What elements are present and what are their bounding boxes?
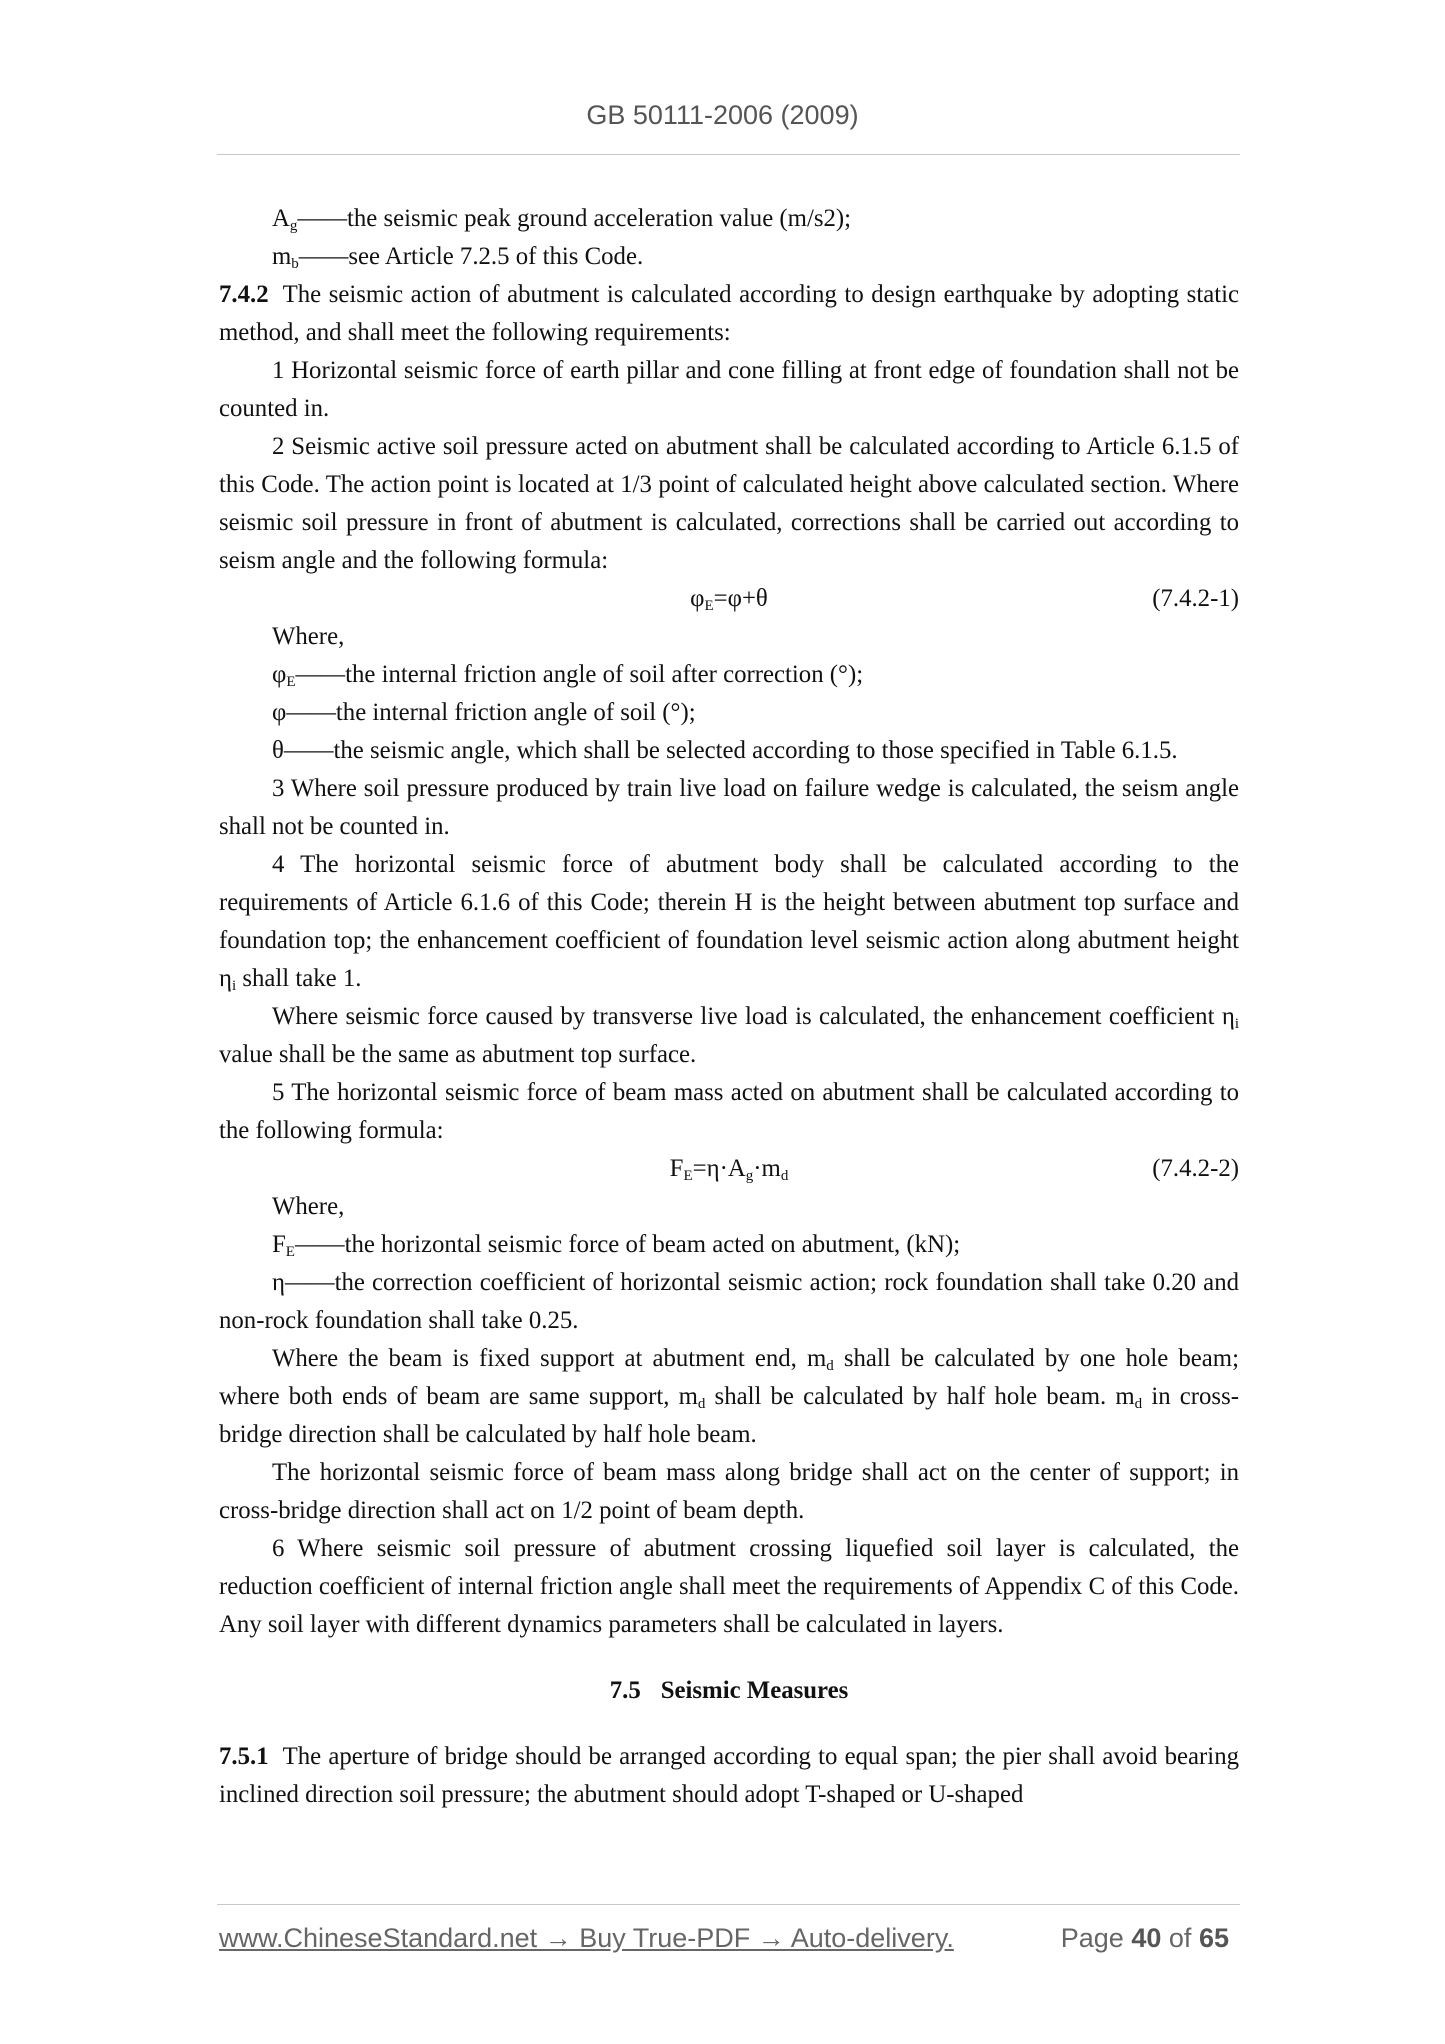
- page-body: [219, 200, 1239, 1814]
- header-divider: [217, 154, 1240, 155]
- paragraph-transverse-load: Where seismic force caused by transverse live load is calculated, the enhancement coefficient $\eta_i$ value shall be the same as abutment top surface.: [219, 1003, 1239, 1068]
- clause-7-4-2: 7.4.2 The seismic action of abutment is calculated according to design earthquake by adopting static method, and shall meet the following requirements:: [219, 281, 1239, 346]
- symbol-definition: $A_g——the$ seismic peak ground acceleration value (m/s2);: [272, 205, 852, 234]
- current-page-number: 40: [1131, 1923, 1162, 1953]
- symbol-definition: θ——the seismic angle, which shall be selected according to those specified in Table 6.1.5.: [272, 737, 1178, 764]
- equation-number: (7.4.2-2): [1152, 1155, 1239, 1182]
- symbol-definition: η——the correction coefficient of horizontal seismic action; rock foundation shall take 0.20 and non-rock foundation shall take 0.25.: [219, 1269, 1239, 1334]
- symbol-definition: φ——the internal friction angle of soil (°);: [272, 699, 696, 726]
- paragraph-beam-support: Where the beam is fixed support at abutment end, $m_d$ shall be calculated by one hole beam; where both ends of beam are same support, $m_d$ shall be calculated by half hole beam. $m_d$ in cross-bridge direction shall be calculated by half hole beam.: [219, 1345, 1239, 1448]
- equation-7-4-2-2: [219, 1150, 1239, 1188]
- clause-7-5-1: 7.5.1 The aperture of bridge should be arranged according to equal span; the pier shall avoid bearing inclined direction soil pressure; the abutment should adopt T-shaped or U-shaped: [219, 1743, 1239, 1808]
- paragraph-support-center: The horizontal seismic force of beam mass along bridge shall act on the center of support; in cross-bridge direction shall act on 1/2 point of beam depth.: [219, 1459, 1239, 1524]
- footer-divider: [217, 1904, 1240, 1905]
- symbol-definition: $F_E——the$ horizontal seismic force of beam acted on abutment, (kN);: [272, 1231, 961, 1260]
- equation-formula: $F_E=\eta\cdot A_g\cdot m_d$: [669, 1155, 789, 1184]
- page-header: GB 50111-2006 (2009): [586, 100, 859, 130]
- symbol-definition: $m_b——see$ Article 7.2.5 of this Code.: [272, 243, 644, 272]
- list-item-1: 1 Horizontal seismic force of earth pillar and cone filling at front edge of foundation shall not be counted in.: [219, 357, 1239, 422]
- symbol-definition: $\varphi_E——the$ internal friction angle of soil after correction (°);: [272, 661, 864, 690]
- equation-number: (7.4.2-1): [1152, 585, 1239, 612]
- page-footer: [219, 1923, 1229, 1959]
- total-page-number: 65: [1198, 1923, 1229, 1953]
- list-item-3: 3 Where soil pressure produced by train live load on failure wedge is calculated, the seism angle shall not be counted in.: [219, 775, 1239, 840]
- store-link[interactable]: www.ChineseStandard.net → Buy True-PDF → Auto-delivery.: [219, 1923, 954, 1953]
- section-heading: 7.5 Seismic Measures: [609, 1677, 849, 1704]
- where-label: Where,: [272, 623, 345, 650]
- list-item-5: 5 The horizontal seismic force of beam mass acted on abutment shall be calculated according to the following formula:: [219, 1079, 1239, 1144]
- page-indicator: Page 40 of 65: [1060, 1923, 1229, 1953]
- where-label: Where,: [272, 1193, 345, 1220]
- list-item-2: 2 Seismic active soil pressure acted on abutment shall be calculated according to Article 6.1.5 of this Code. The action point is located at 1/3 point of calculated height above calculated section. Where seismic soil pressure in front of abutment is calculated, corrections shall be carried out according to seism angle and the following formula:: [219, 433, 1239, 574]
- list-item-4: 4 The horizontal seismic force of abutment body shall be calculated according to the requirements of Article 6.1.6 of this Code; therein H is the height between abutment top surface and foundation top; the enhancement coefficient of foundation level seismic action along abutment height $\eta_i$ shall take 1.: [219, 851, 1239, 994]
- equation-7-4-2-1: [219, 580, 1239, 618]
- list-item-6: 6 Where seismic soil pressure of abutment crossing liquefied soil layer is calculated, the reduction coefficient of internal friction angle shall meet the requirements of Appendix C of this Code. Any soil layer with different dynamics parameters shall be calculated in layers.: [219, 1535, 1239, 1638]
- equation-formula: $\varphi_E=\varphi+\theta$: [690, 585, 768, 614]
